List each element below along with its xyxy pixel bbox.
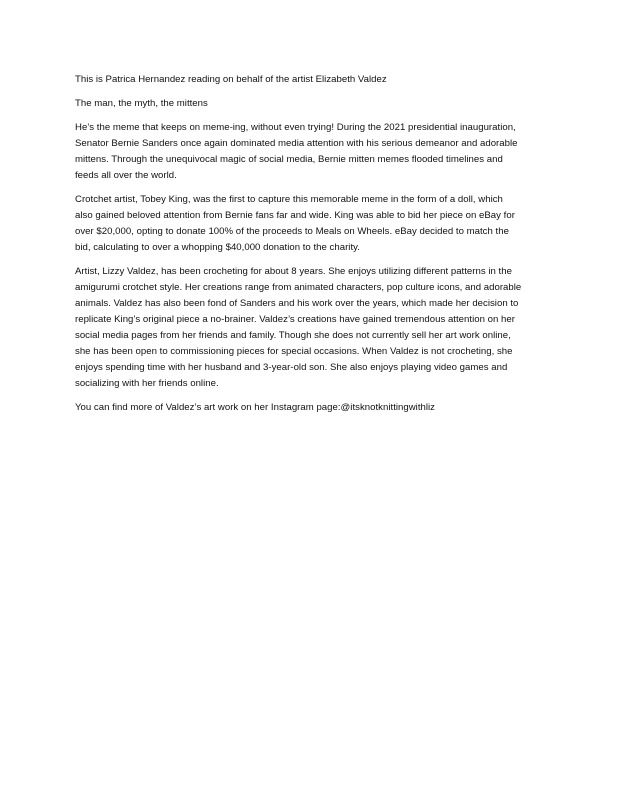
intro-line: This is Patrica Hernandez reading on behalf of the artist Elizabeth Valdez: [75, 74, 387, 85]
text-line: Artist, Lizzy Valdez, has been crocheting for about 8 years. She enjoys utilizing different patterns in the: [75, 266, 512, 277]
text-line: animals. Valdez has also been fond of Sanders and his work over the years, which made her decision to: [75, 298, 519, 309]
text-line: mittens. Through the unequivocal magic of social media, Bernie mitten memes flooded timelines and: [75, 154, 503, 165]
paragraph-2: [75, 192, 550, 256]
text-line: feeds all over the world.: [75, 170, 177, 181]
text-line: amigurumi crotchet style. Her creations range from animated characters, pop culture icons, and adorable: [75, 282, 522, 293]
text-line: over $20,000, opting to donate 100% of the proceeds to Meals on Wheels. eBay decided to match the: [75, 226, 509, 237]
text-line: also gained beloved attention from Bernie fans far and wide. King was able to bid her piece on eBay for: [75, 210, 515, 221]
text-line: enjoys spending time with her husband and 3-year-old son. She also enjoys playing video games and: [75, 362, 508, 373]
document-subtitle: The man, the myth, the mittens: [75, 98, 208, 109]
closing-line: You can find more of Valdez’s art work on her Instagram page:@itsknotknittingwithliz: [75, 402, 435, 413]
paragraph-1: [75, 120, 550, 184]
text-line: she has been open to commissioning pieces for special occasions. When Valdez is not crocheting, she: [75, 346, 513, 357]
paragraph-3: [75, 264, 550, 392]
text-line: Crotchet artist, Tobey King, was the first to capture this memorable meme in the form of a doll, which: [75, 194, 503, 205]
text-line: He’s the meme that keeps on meme-ing, without even trying! During the 2021 presidential inauguration,: [75, 122, 516, 133]
text-line: Senator Bernie Sanders once again dominated media attention with his serious demeanor and adorable: [75, 138, 518, 149]
text-line: replicate King’s original piece a no-brainer. Valdez’s creations have gained tremendous attention on her: [75, 314, 515, 325]
text-line: social media pages from her friends and family. Though she does not currently sell her art work online,: [75, 330, 511, 341]
text-line: socializing with her friends online.: [75, 378, 219, 389]
text-line: bid, calculating to over a whopping $40,000 donation to the charity.: [75, 242, 360, 253]
document-body: [75, 72, 550, 424]
